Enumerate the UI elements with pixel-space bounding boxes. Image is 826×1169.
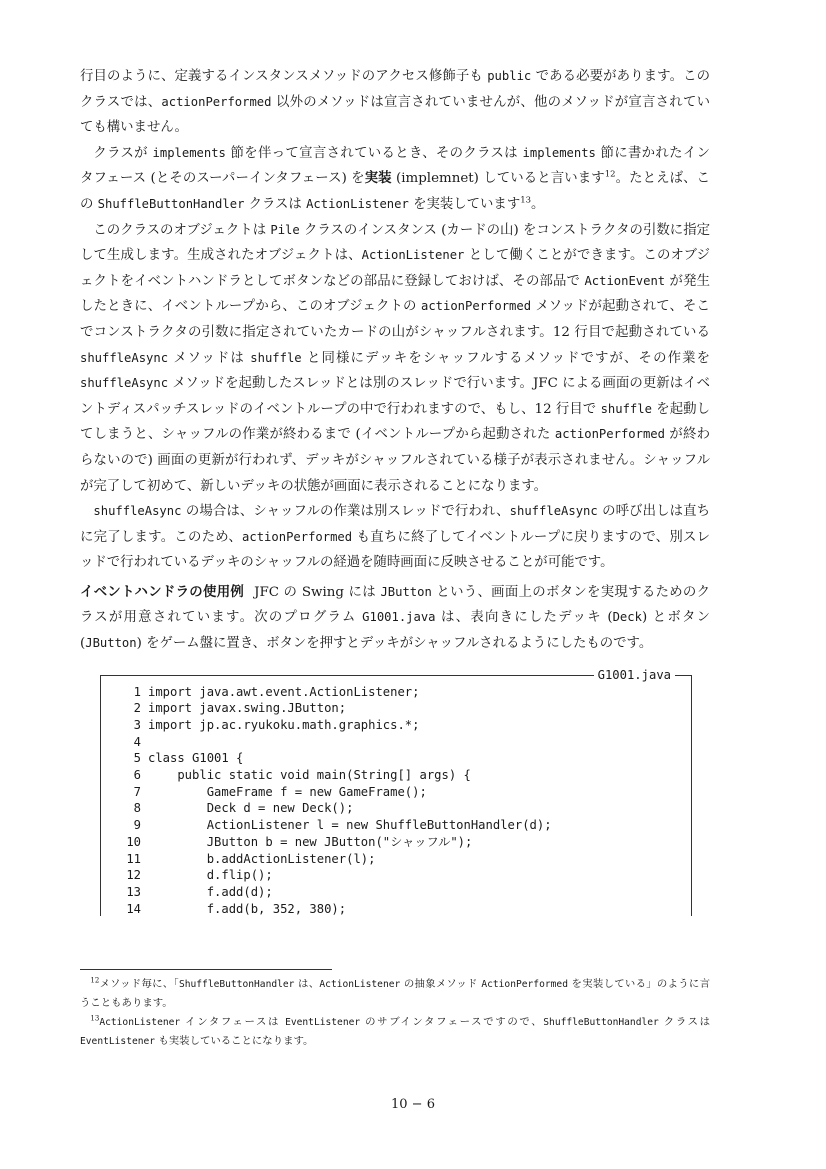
text: は、 [294, 978, 320, 990]
text: である必要があります。このクラスでは、 [80, 69, 710, 110]
text: の抽象メソッド [400, 978, 482, 990]
text: 。 [531, 196, 545, 212]
code-line [115, 767, 552, 784]
code-term: EventListener [80, 1036, 156, 1047]
code-term: shuffleAsync [509, 504, 598, 519]
code-term: implements [522, 145, 596, 160]
code-line [115, 734, 552, 751]
code-term: Deck [612, 610, 642, 625]
text: を起動してしまうと、シャッフルの作業が終わるまで (イベントループから起動された [80, 401, 710, 443]
code-term: ActionListener [319, 979, 401, 990]
code-term: actionPerformed [421, 299, 532, 314]
text: クラスは [658, 1016, 711, 1028]
text: が発生したときに、イベントループから、このオブジェクトの [80, 273, 710, 315]
section-heading: イベントハンドラの使用例 [80, 584, 245, 600]
text: クラスのインスタンス (カードの山) をコンストラクタの引数に指定して生成します。生成されたオブジェクトは、 [80, 222, 710, 264]
code-text: Deck d = new Deck(); [148, 801, 354, 816]
code-term: shuffleAsync [80, 350, 169, 365]
text: の呼び出しは直ちに完了します。このため、 [80, 504, 710, 545]
text: 行目のように、定義するインスタンスメソッドのアクセス修飾子も [80, 69, 488, 84]
code-lines [115, 684, 552, 918]
text: という、画面上のボタンを実現するためのクラスが用意されています。次のプログラム [80, 584, 711, 626]
line-number: 1 [133, 684, 141, 699]
code-line [115, 750, 552, 767]
code-term: JButton [380, 584, 432, 599]
code-text: f.add(b, 352, 380); [148, 901, 347, 916]
page-body [80, 64, 710, 916]
code-term: public [487, 69, 532, 83]
code-text: import java.awt.event.ActionListener; [148, 684, 420, 699]
code-line [115, 834, 552, 851]
code-term: shuffleAsync [93, 504, 182, 519]
text: と同様にデッキをシャッフルするメソッドですが、その作業を [301, 350, 710, 366]
text: は、表向きにしたデッキ ( [435, 610, 613, 626]
code-term: ActionListener [306, 196, 409, 211]
code-term: ActionPerformed [481, 979, 568, 990]
text: JFC の Swing には [254, 584, 381, 600]
code-term: actionPerformed [242, 529, 353, 544]
code-term: ShuffleButtonHandler [97, 196, 245, 211]
text: 節を伴って宣言されているとき、そのクラスは [225, 145, 523, 161]
line-number: 11 [126, 851, 141, 866]
code-term: ShuffleButtonHandler [543, 1017, 659, 1028]
footnote-12 [80, 975, 710, 1013]
text: このクラスのオブジェクトは [93, 222, 271, 238]
code-line [115, 800, 552, 817]
line-number: 13 [126, 884, 141, 899]
code-text: import javax.swing.JButton; [148, 701, 347, 716]
text: メソッドが起動されて、そこでコンストラクタの引数に指定されていたカードの山がシャッフルされます。12 行目で起動されている [80, 299, 710, 340]
code-term: ActionEvent [584, 273, 666, 288]
text: (implemnet) していると言います [391, 171, 605, 187]
code-term: ShuffleButtonHandler [178, 979, 295, 990]
code-term: shuffle [250, 350, 302, 365]
paragraph-5 [80, 580, 710, 657]
text: 。たとえば、この [80, 171, 711, 212]
text: ) とボタン ( [80, 610, 710, 652]
text: を実装しています [408, 196, 521, 212]
line-number: 3 [133, 718, 141, 733]
code-term: implements [152, 145, 226, 160]
text: として働くことができます。このオブジェクトをイベントハンドラとしてボタンなどの部品に登録しておけば、その部品で [80, 248, 710, 289]
code-text: JButton b = new JButton("シャッフル"); [148, 834, 473, 849]
footnote-number: 13 [90, 1014, 100, 1023]
text: メソッドは [168, 350, 251, 366]
code-line [115, 784, 552, 801]
code-line [115, 884, 552, 901]
code-line [115, 700, 552, 717]
code-term: shuffle [600, 401, 652, 416]
footnote-rule [80, 969, 332, 970]
code-text: class G1001 { [148, 751, 244, 766]
code-term: JButton [85, 636, 137, 651]
text: メソッドを起動したスレッドとは別のスレッドで行います。JFC による画面の更新はイベントディスパッチスレッドのイベントループの中で行われますので、もし、12 行目で [80, 376, 710, 417]
footnote-13 [80, 1013, 710, 1051]
text: インタフェースは [180, 1016, 286, 1028]
code-text: public static void main(String[] args) { [148, 768, 471, 783]
code-term: ActionListener [361, 248, 465, 263]
code-term: actionPerformed [161, 94, 272, 109]
footnotes [80, 975, 710, 1051]
paragraph-3 [80, 218, 710, 500]
paragraph-1 [80, 64, 710, 141]
code-term: G1001.java [362, 610, 436, 625]
code-line [115, 901, 552, 918]
page-number: 10 − 6 [391, 1097, 435, 1112]
line-number: 14 [126, 901, 141, 916]
code-text: b.addActionListener(l); [148, 851, 376, 866]
line-number: 12 [126, 868, 141, 883]
code-text: GameFrame f = new GameFrame(); [148, 784, 427, 799]
code-term: EventListener [285, 1017, 361, 1028]
line-number: 4 [133, 734, 141, 749]
paragraph-2 [80, 141, 710, 218]
code-line [115, 717, 552, 734]
listing-title: G1001.java [594, 666, 675, 684]
code-line [115, 684, 552, 701]
line-number: 7 [133, 784, 141, 799]
line-number: 10 [126, 834, 141, 849]
code-term: actionPerformed [554, 427, 665, 442]
text: の場合は、シャッフルの作業は別スレッドで行われ、 [181, 504, 510, 520]
footnote-number: 12 [90, 976, 100, 985]
code-text: d.flip(); [148, 868, 273, 883]
text: メソッド毎に、「 [99, 978, 179, 990]
text: を実装している」のように言うこともあります。 [80, 978, 710, 1009]
line-number: 8 [133, 801, 141, 816]
text: ) をゲーム盤に置き、ボタンを押すとデッキがシャッフルされるようにしたものです。 [136, 636, 653, 652]
footnote-ref-12[interactable]: 12 [604, 169, 616, 180]
code-term: Pile [270, 222, 300, 237]
code-text: import jp.ac.ryukoku.math.graphics.*; [148, 718, 420, 733]
code-term: ActionListener [99, 1017, 181, 1028]
code-line [115, 817, 552, 834]
bold-term: 実装 [364, 171, 392, 187]
line-number: 5 [133, 751, 141, 766]
text: 節に書かれたインタフェース (とそのスーパーインタフェース) を [80, 145, 710, 187]
line-number: 9 [133, 818, 141, 833]
text: 以外のメソッドは宣言されていませんが、他のメソッドが宣言されていても構いません。 [80, 94, 710, 136]
code-line [115, 867, 552, 884]
code-listing [100, 667, 692, 916]
text: のサブインタフェースですので、 [360, 1016, 544, 1028]
footnote-ref-13[interactable]: 13 [520, 195, 532, 206]
code-text: ActionListener l = new ShuffleButtonHandler(d); [148, 818, 552, 833]
text: も実装していることになります。 [155, 1035, 314, 1047]
text: クラスが [93, 145, 153, 161]
line-number: 2 [133, 701, 141, 716]
line-number: 6 [133, 768, 141, 783]
text: が終わらないので) 画面の更新が行われず、デッキがシャッフルされている様子が表示されません。シャッフルが完了して初めて、新しいデッキの状態が画面に表示されることになります。 [80, 427, 710, 494]
paragraph-4 [80, 499, 710, 576]
code-text: f.add(d); [148, 884, 273, 899]
code-line [115, 851, 552, 868]
code-term: shuffleAsync [80, 376, 169, 391]
text: も直ちに終了してイベントループに戻りますので、別スレッドで行われているデッキのシャッフルの経過を随時画面に反映させることが可能です。 [80, 529, 710, 571]
text: クラスは [244, 196, 307, 212]
